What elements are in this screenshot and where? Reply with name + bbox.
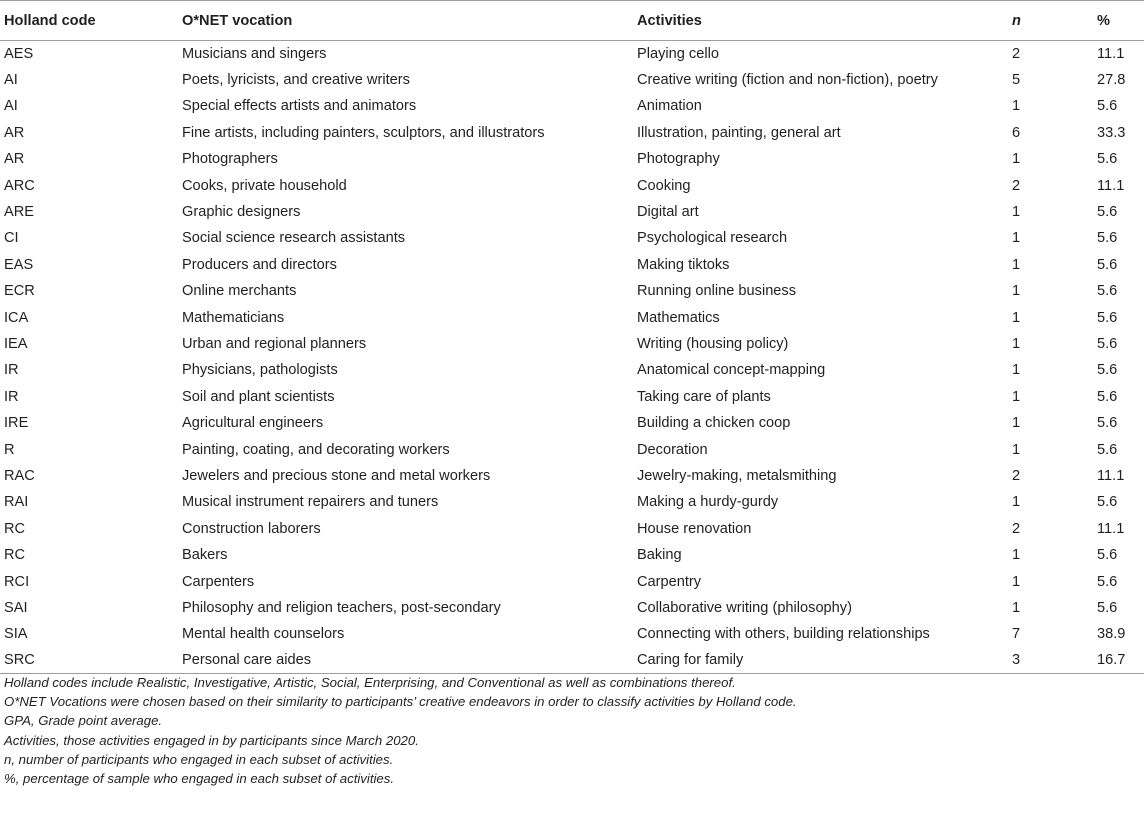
- cell-onet-vocation: Photographers: [182, 151, 278, 168]
- cell-onet-vocation: Soil and plant scientists: [182, 388, 335, 405]
- cell-onet-vocation: Jewelers and precious stone and metal workers: [182, 467, 491, 484]
- cell-n: 1: [1012, 415, 1021, 432]
- cell-onet-vocation: Mathematicians: [182, 309, 285, 326]
- cell-percent: 5.6: [1097, 388, 1118, 405]
- cell-n: 1: [1012, 98, 1021, 115]
- cell-percent: 27.8: [1097, 72, 1126, 89]
- table-body: [0, 41, 1144, 674]
- cell-onet-vocation: Producers and directors: [182, 256, 337, 273]
- cell-n: 1: [1012, 362, 1021, 379]
- cell-percent: 5.6: [1097, 151, 1118, 168]
- footnote: Holland codes include Realistic, Investigative, Artistic, Social, Enterprising, and Conventional as well as combinations thereof.: [4, 675, 736, 690]
- cell-n: 6: [1012, 124, 1021, 141]
- cell-holland-code: SIA: [4, 626, 28, 643]
- cell-onet-vocation: Agricultural engineers: [182, 415, 324, 432]
- table-row: [0, 357, 1144, 383]
- cell-n: 1: [1012, 494, 1021, 511]
- table-row: [0, 304, 1144, 330]
- table-row: [0, 331, 1144, 357]
- cell-activities: Jewelry-making, metalsmithing: [637, 467, 837, 484]
- table-row: [0, 120, 1144, 146]
- cell-percent: 16.7: [1097, 647, 1144, 673]
- cell-activities: Running online business: [637, 283, 797, 300]
- table-row: [0, 410, 1144, 436]
- cell-percent: 5.6: [1097, 494, 1118, 511]
- cell-percent: 5.6: [1097, 256, 1118, 273]
- cell-percent: 38.9: [1097, 626, 1126, 643]
- cell-percent: 5.6: [1097, 98, 1118, 115]
- cell-percent: 5.6: [1097, 415, 1118, 432]
- cell-n: 7: [1012, 626, 1021, 643]
- cell-holland-code: IEA: [4, 335, 28, 352]
- cell-activities: Carpentry: [637, 573, 702, 590]
- cell-onet-vocation: Urban and regional planners: [182, 335, 367, 352]
- cell-percent: 11.1: [1097, 177, 1125, 194]
- cell-onet-vocation: Musicians and singers: [182, 45, 327, 62]
- table-footnotes: [4, 673, 797, 788]
- cell-holland-code: SAI: [4, 599, 28, 616]
- cell-activities: Making a hurdy-gurdy: [637, 494, 779, 511]
- cell-activities: Anatomical concept-mapping: [637, 362, 826, 379]
- cell-holland-code: ARE: [4, 204, 35, 221]
- cell-activities: House renovation: [637, 520, 752, 537]
- table-row: [0, 384, 1144, 410]
- cell-holland-code: EAS: [4, 256, 34, 273]
- cell-holland-code: RC: [4, 520, 26, 537]
- cell-onet-vocation: Poets, lyricists, and creative writers: [182, 72, 410, 89]
- cell-activities: Animation: [637, 98, 702, 115]
- table-row: [0, 647, 1144, 673]
- cell-percent: 5.6: [1097, 309, 1118, 326]
- cell-onet-vocation: Painting, coating, and decorating workers: [182, 441, 450, 458]
- header-holland-code: Holland code: [0, 1, 182, 41]
- footnote: O*NET Vocations were chosen based on their similarity to participants’ creative endeavors in order to classify activities by Holland code.: [4, 694, 797, 710]
- cell-percent: 5.6: [1097, 547, 1118, 564]
- cell-holland-code: AR: [4, 124, 25, 141]
- cell-onet-vocation: Special effects artists and animators: [182, 98, 417, 115]
- cell-holland-code: IRE: [4, 415, 29, 432]
- cell-percent: 5.6: [1097, 230, 1118, 247]
- cell-activities: Writing (housing policy): [637, 335, 789, 352]
- cell-onet-vocation: Personal care aides: [182, 647, 637, 673]
- cell-onet-vocation: Musical instrument repairers and tuners: [182, 494, 439, 511]
- cell-holland-code: IR: [4, 388, 19, 405]
- cell-n: 1: [1012, 335, 1021, 352]
- table-row: [0, 489, 1144, 515]
- table-row: [0, 146, 1144, 172]
- cell-n: 1: [1012, 599, 1021, 616]
- cell-holland-code: AI: [4, 98, 18, 115]
- cell-activities: Photography: [637, 151, 720, 168]
- cell-n: 1: [1012, 547, 1021, 564]
- table-row: [0, 516, 1144, 542]
- cell-n: 2: [1012, 520, 1021, 537]
- cell-percent: 5.6: [1097, 362, 1118, 379]
- cell-percent: 5.6: [1097, 335, 1118, 352]
- cell-percent: 33.3: [1097, 124, 1126, 141]
- table-row: [0, 67, 1144, 93]
- cell-n: 5: [1012, 72, 1021, 89]
- cell-onet-vocation: Mental health counselors: [182, 626, 345, 643]
- footnote: n, number of participants who engaged in each subset of activities.: [4, 751, 394, 767]
- table-header: [0, 1, 1144, 41]
- cell-activities: Cooking: [637, 177, 691, 194]
- header-onet-vocation: O*NET vocation: [182, 1, 637, 41]
- cell-holland-code: AR: [4, 151, 25, 168]
- table-row: [0, 172, 1144, 198]
- table-row: [0, 595, 1144, 621]
- cell-onet-vocation: Carpenters: [182, 573, 255, 590]
- cell-activities: Playing cello: [637, 45, 719, 62]
- table-row: [0, 542, 1144, 568]
- cell-activities: Collaborative writing (philosophy): [637, 599, 852, 616]
- table-row: [0, 225, 1144, 251]
- table-row: [0, 41, 1144, 67]
- cell-activities: Psychological research: [637, 230, 788, 247]
- cell-percent: 5.6: [1097, 573, 1118, 590]
- cell-percent: 5.6: [1097, 441, 1118, 458]
- cell-onet-vocation: Social science research assistants: [182, 230, 406, 247]
- cell-n: 1: [1012, 441, 1021, 458]
- cell-n: 1: [1012, 388, 1021, 405]
- cell-n: 3: [1012, 647, 1097, 673]
- cell-holland-code: SRC: [0, 647, 182, 673]
- cell-onet-vocation: Philosophy and religion teachers, post-secondary: [182, 599, 501, 616]
- table-row: [0, 93, 1144, 119]
- cell-activities: Building a chicken coop: [637, 415, 791, 432]
- cell-holland-code: IR: [4, 362, 19, 379]
- cell-activities: Mathematics: [637, 309, 720, 326]
- cell-holland-code: CI: [4, 230, 19, 247]
- cell-activities: Caring for family: [637, 647, 1012, 673]
- table-row: [0, 278, 1144, 304]
- cell-n: 1: [1012, 230, 1021, 247]
- cell-holland-code: AES: [4, 45, 34, 62]
- cell-holland-code: RAC: [4, 467, 35, 484]
- cell-n: 2: [1012, 45, 1021, 62]
- cell-n: 2: [1012, 467, 1021, 484]
- cell-n: 1: [1012, 204, 1021, 221]
- cell-activities: Taking care of plants: [637, 388, 771, 405]
- cell-percent: 11.1: [1097, 467, 1125, 484]
- cell-n: 2: [1012, 177, 1021, 194]
- table-row: [0, 252, 1144, 278]
- cell-holland-code: RC: [4, 547, 26, 564]
- cell-onet-vocation: Cooks, private household: [182, 177, 347, 194]
- cell-holland-code: R: [4, 441, 15, 458]
- cell-holland-code: AI: [4, 72, 18, 89]
- cell-holland-code: ARC: [4, 177, 35, 194]
- header-row: [0, 1, 1144, 41]
- cell-holland-code: ECR: [4, 283, 35, 300]
- cell-onet-vocation: Fine artists, including painters, sculptors, and illustrators: [182, 124, 545, 141]
- header-activities: Activities: [637, 1, 1012, 41]
- table-row: [0, 199, 1144, 225]
- cell-onet-vocation: Graphic designers: [182, 204, 301, 221]
- footnote: %, percentage of sample who engaged in each subset of activities.: [4, 771, 395, 787]
- cell-n: 1: [1012, 283, 1021, 300]
- cell-onet-vocation: Bakers: [182, 547, 228, 564]
- cell-activities: Creative writing (fiction and non-fiction), poetry: [637, 72, 938, 89]
- header-n: n: [1012, 1, 1097, 41]
- cell-n: 1: [1012, 256, 1021, 273]
- cell-holland-code: ICA: [4, 309, 29, 326]
- cell-onet-vocation: Physicians, pathologists: [182, 362, 338, 379]
- cell-onet-vocation: Construction laborers: [182, 520, 321, 537]
- cell-n: 1: [1012, 151, 1021, 168]
- cell-n: 1: [1012, 573, 1021, 590]
- cell-percent: 5.6: [1097, 599, 1118, 616]
- cell-percent: 5.6: [1097, 204, 1118, 221]
- table-row: [0, 463, 1144, 489]
- table-row: [0, 621, 1144, 647]
- cell-activities: Connecting with others, building relationships: [637, 626, 930, 643]
- cell-activities: Decoration: [637, 441, 708, 458]
- cell-n: 1: [1012, 309, 1021, 326]
- cell-activities: Digital art: [637, 204, 699, 221]
- cell-percent: 5.6: [1097, 283, 1118, 300]
- cell-onet-vocation: Online merchants: [182, 283, 297, 300]
- cell-percent: 11.1: [1097, 45, 1125, 62]
- header-percent: %: [1097, 1, 1144, 41]
- footnote: Activities, those activities engaged in by participants since March 2020.: [4, 732, 419, 748]
- cell-holland-code: RAI: [4, 494, 29, 511]
- cell-holland-code: RCI: [4, 573, 30, 590]
- cell-activities: Making tiktoks: [637, 256, 730, 273]
- cell-activities: Illustration, painting, general art: [637, 124, 841, 141]
- footnote: GPA, Grade point average.: [4, 713, 163, 729]
- cell-activities: Baking: [637, 547, 682, 564]
- cell-percent: 11.1: [1097, 520, 1125, 537]
- table-row: [0, 436, 1144, 462]
- table-row: [0, 568, 1144, 594]
